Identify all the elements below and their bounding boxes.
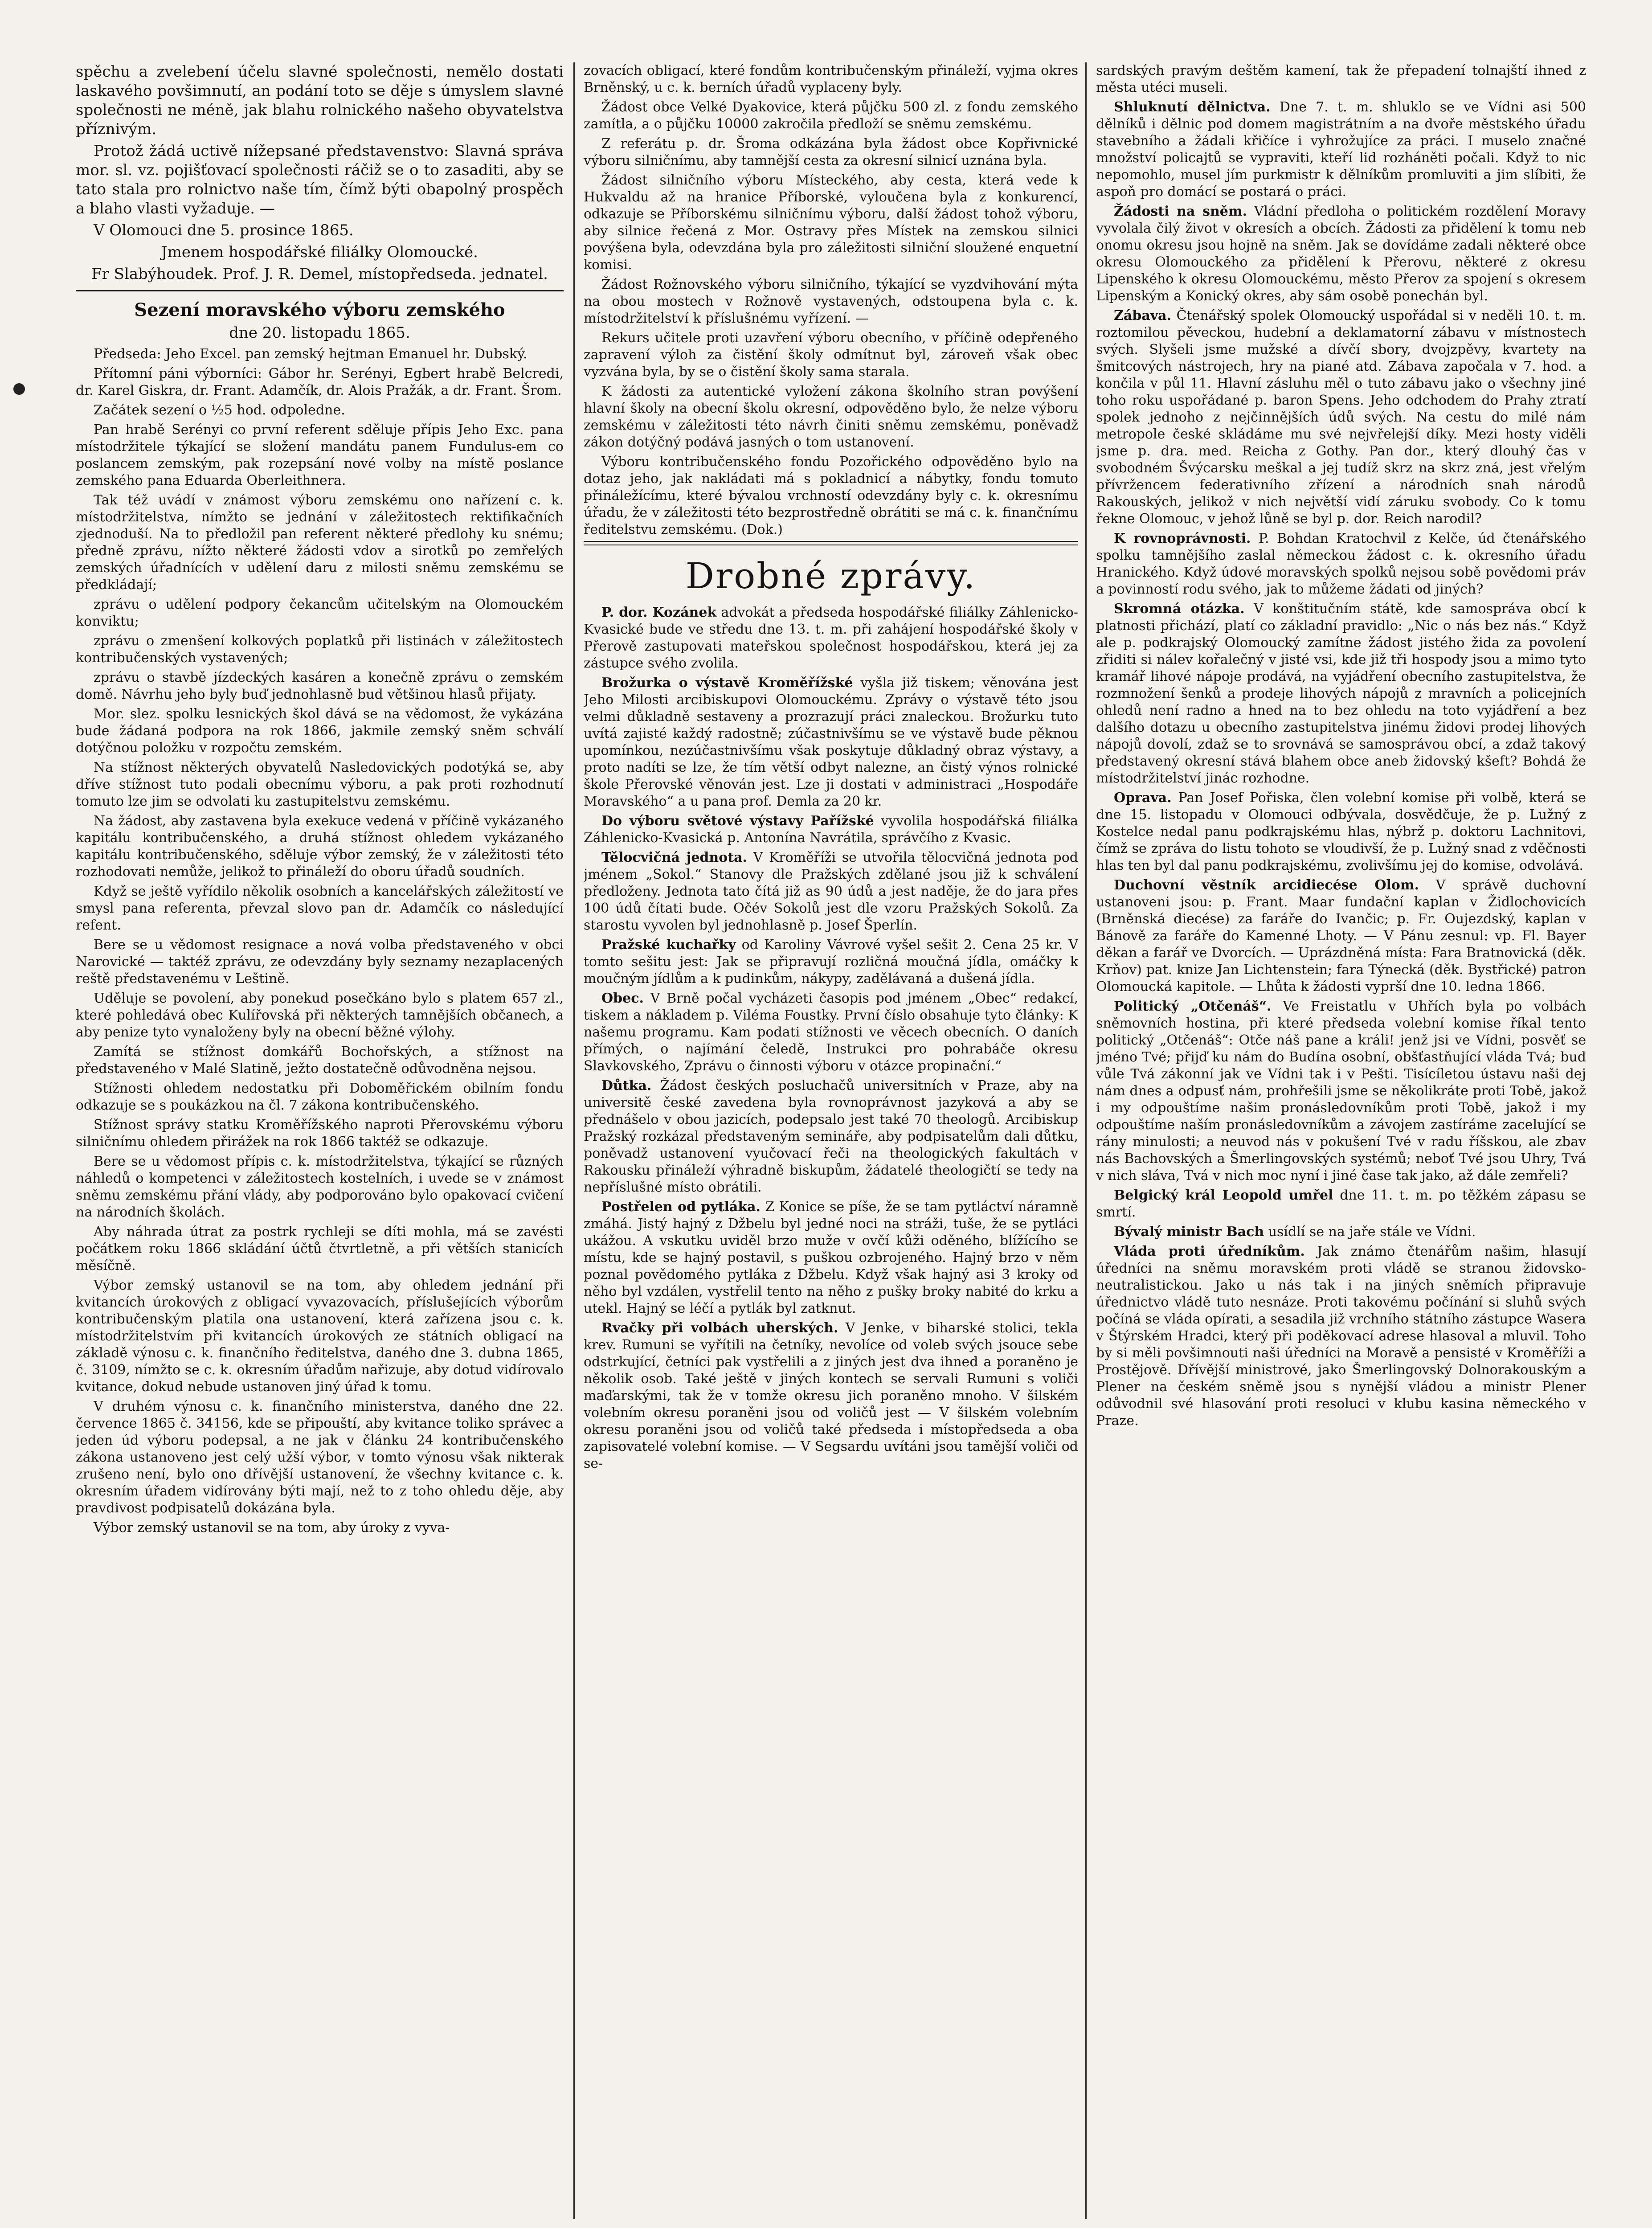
column-1 <box>76 62 564 2219</box>
news-item-text: V konštitučním státě, kde samospráva obcí k platnosti přichází, platí co základní pravidlo: „Nic o nás bez nás.“ Když ale p. podkrajský Olomoucký zamítne žádost jistého žida za povolení zřiditi si nálev kořalečný v jisté vsi, kde již tři hospody jsou a mimo tyto kramář lihové nápoje prodává, na vyjádření obecního zastupitelstva, že rozmnožení šenků a prodeje lihových nápojů z mravních a policejních ohledů není radno a hned na to bez ohledu na toto vyjádření a bez dalšího dotazu u obecního zastupitelstva jinému židovi prodej lihových nápojů dovolí, zdaž se to srovnává se samosprávou obcí, a zdaž takový představený okresní stává blahem obce aneb židovský kšeft? Bohdá že místodržitelství jinác rozhodne. <box>1096 601 1586 786</box>
paragraph: Pan hrabě Serényi co první referent sděluje přípis Jeho Exc. pana místodržitele týkající se složení mandátu panem Fundulus-em co poslancem zemským, pak rozepsání nové volby na místě poslance zemského pana Eduarda Oberleithnera. <box>76 422 564 488</box>
news-item-head: Duchovní věstník arcidiecése Olom. <box>1114 877 1419 893</box>
news-item <box>1096 99 1586 201</box>
news-item-text: V správě duchovní ustanoveni jsou: p. Frant. Maar fundační kaplan v Židlochovicích (Brněnská diecése) za faráře do Ivančic; p. Fr. Oujezdský, kaplan v Bánově za faráře do Kamenné Lhoty. — V Pánu zesnul: vp. Fl. Bayer děkan a farář ve Dvorcích. — Uprázdněná místa: Fara Bratnovická (děk. Krňov) pat. knize Jan Lichtenstein; fara Týnecká (děk. Bystřické) patron Olomoucká kapitole. — Lhůta k žádosti vyprší dne 10. ledna 1866. <box>1096 877 1586 995</box>
paragraph: zovacích obligací, které fondům kontribučenským přináleží, vyjma okres Brněnský, u c. k. berních úřadů vyplaceny byly. <box>584 63 1078 95</box>
paragraph: Přítomní páni výborníci: Gábor hr. Serényi, Egbert hrabě Belcredi, dr. Karel Giskra, dr. Frant. Adamčík, dr. Alois Pražák, a dr. Frant. Šrom. <box>76 366 564 398</box>
column-rule-right <box>1085 62 1087 2219</box>
news-item-text: Žádost českých posluchačů universitních v Praze, aby na universitě české zavedena byla rovnoprávnost jazyková a aby se přednášelo v obou jazicích, podepsalo jest také 70 theologů. Arcibiskup Pražský rozkázal představeným semináře, aby podpisatelům dali důtku, poněvadž ustanovení vyučovací řeči na theologických fakultách v Rakousku přináleží výhradně biskupům, žádatelé theologičtí se tedy na nepříslušné místo obrátili. <box>584 1078 1078 1195</box>
news-item-text: P. Bohdan Kratochvil z Kelče, úd čtenářského spolku tamnějšího zaslal německou žádost c. k. okresního úřadu Hranického. Když údové moravských spolků nejsou sobě povědomi práv a povinností rodu svého, jak to můžeme žádati od jiných? <box>1096 531 1586 597</box>
news-item <box>1096 601 1586 787</box>
paragraph: V druhém výnosu c. k. finančního ministerstva, daného dne 22. července 1865 č. 34156, kde se připouští, aby kvitance toliko správec a jeden úd výboru podepsal, a ne jak v článku 24 kontribučenského zákona ustanoveno jest celý užší výbor, v tomto výnosu však nikterak zrušeno není, bylo ono dřívější ustanovení, že všechny kvitance c. k. okresním úřadem vidírovány býti mají, než to z toho ohledu děje, aby pravdivost podpisatelů dokázána byla. <box>76 1399 564 1516</box>
news-item <box>584 813 1078 847</box>
news-item-head: Brožurka o výstavě Kroměřížské <box>601 675 853 691</box>
news-item <box>584 1199 1078 1317</box>
news-item-text: vyvolila hospodářská filiálka Záhlenicko-Kvasická p. Antonína Navrátila, správčího z Kvasic. <box>584 813 1078 846</box>
paragraph: Stížnost správy statku Kroměřížského naproti Přerovskému výboru silničnímu ohledem přirážek na rok 1866 taktéž se odkazuje. <box>76 1117 564 1150</box>
news-item-text: V Jenke, v biharské stolici, tekla krev. Rumuni se vyřítili na četníky, nevolíce od voleb svých jsouce sebe odstrkující, četníci pak vystřelili a z jiných jest dva ihned a poraněno je několik osob. Také ještě v jiných kontech se servali Rumuni s voliči maďarskými, tak že v tomže okresu jich poraněno mnoho. V šilském volebním okresu poraněni jsou od voličů jest — V šilském volebním okresu poraněni jsou od voličů také předseda i místopředseda a oba zapisovatelé volební komise. — V Segsardu uvítáni jsou tamější voliči od se- <box>584 1320 1078 1471</box>
news-item-text: od Karoliny Vávrové vyšel sešit 2. Cena 25 kr. V tomto sešitu jest: Jak se připravují rozličná moučná jídla, omáčky k moučným jídlům a k pudinkům, nákypy, zadělávaná a dušená jídla. <box>584 937 1078 987</box>
news-item-text: Jak známo čtenářům našim, hlasují úředníci na sněmu moravském proti vládě se stranou židovsko-neutralistickou. Jako u nás tak i na jiných sněmích připravuje úřednictvo vládě tuto nesnáze. Proti takovému počínání si sluhů svých počíná se vláda opírati, a sesadila již vrchního státního zástupce Wasera v Štýrském Hradci, který při poděkovací adrese hlasoval a mluvil. Toho by si měli povšimnouti naši úředníci na Moravě a pensisté v Kroměříži a Prostějově. Dřívější ministrové, jako Šmerlingovský Dolnorakouským a Plener na českém sněmě jsou s nynější vládou a ministr Plener odůvodnil své hlasování proti resoluci v klubu kasina německého v Praze. <box>1096 1244 1586 1429</box>
news-item-text: V Kroměříži se utvořila tělocvičná jednota pod jménem „Sokol.“ Stanovy dle Pražských zdělané jsou již k schválení předloženy. Jednota tato čítá již as 90 údů a jest naděje, že do jara přes 100 údů čítati bude. Očév Sokolů jest dle vzoru Pražských Sokolů. Za starostu vyvolen byl jednohlasně p. Josef Šperlín. <box>584 850 1078 933</box>
paragraph: zprávu o udělení podpory čekancům učitelským na Olomouckém konviktu; <box>76 597 564 629</box>
news-item-text: advokát a předseda hospodářské filiálky Záhlenicko-Kvasické bude ve středu dne 13. t. m. při zahájení hospodářské školy v Přerově zastupovati mateřskou společnost hospodářskou, která jej za zástupce svého zvolila. <box>584 605 1078 671</box>
paragraph: Tak též uvádí v známost výboru zemskému ono nařízení c. k. místodržitelstva, nímžto se jednání v záležitostech rektifikačních zjednoduší. Na to předložil pan referent některé předlohy ku snému; předně zprávu, nížto některé žádosti vdov a sirotků po zemřelých zemských úřadnících v udělení daru z milosti sněmu zemskému se předkládají; <box>76 492 564 593</box>
column-rule-left <box>573 62 575 2219</box>
article-title: Sezení moravského výboru zemského <box>134 299 505 320</box>
news-item-text: Z Konice se píše, že se tam pytláctví náramně zmáhá. Jistý hajný z Džbelu byl jedné noci na stráži, tuše, že se pytláci ukážou. A vskutku uviděl brzo muže v ovčí kůži oděného, blížícího se místu, kde se hajný postavil, s puškou ozbrojeného. Hajný brzo v něm poznal povědomého pytláka z Džbelu. Když však hajný asi 3 kroky od něho byl vzdálen, vystřelil tento na něho z pušky broky nabité do krku a utekl. Hajný se léčí a pytlák byl zatknut. <box>584 1199 1078 1316</box>
paragraph: Zamítá se stížnost domkářů Bochořských, a stížnost na představeného v Malé Slatině, ježto dostatečně odůvodněna nejsou. <box>76 1044 564 1077</box>
news-item <box>1096 1224 1586 1241</box>
news-item-text: Čtenářský spolek Olomoucký uspořádal si v neděli 10. t. m. roztomilou pěveckou, hudební a deklamatorní zábavu v místnostech svých. Slyšeli jsme mužské a dívčí sbory, dvojzpěvy, kvartety na šmitcových nástrojech, hry na piané atd. Zábava započala v 7. hod. a končila v půl 11. Hlavní zásluhu měl o tuto zábavu jako o všechny jiné toho roku uspořádané p. baron Spens. Jeho odchodem do Prahy ztratí spolek jednoho z nejčinnějších údů svých. Na cestu do milé nám metropole české skládáme mu své nejvřelejší díky. Mezi hosty viděli jsme p. dra. med. Reicha z Gothy. Pan dor., který dlouhý čas v svobodném Švýcarsku meškal a jej tudíž skrz na skrz zná, jest vřelým přívržencem federativního zřízení a národních snah národů Rakouských, jelikož v nich největší vidí záruku svobody. Co k tomu řekne Olomouc, v jehož lůně se byl p. dor. Reich narodil? <box>1096 308 1586 527</box>
news-item <box>1096 877 1586 995</box>
section-divider <box>584 541 1078 542</box>
news-item-head: K rovnoprávnosti. <box>1114 531 1251 546</box>
news-item-head: Shluknutí dělnictva. <box>1114 99 1271 115</box>
paragraph: Výboru kontribučenského fondu Pozořického odpověděno bylo na dotaz jeho, jak nakládati má s pokladnicí a nábytky, fondu tomuto přináležícímu, které bývalou vrchností odevzdány byly c. k. okresnímu úřadu, že v záležitosti této bezprostředně obrátiti se má c. k. finančnímu ředitelstvu zemskému. (Dok.) <box>584 454 1078 537</box>
paragraph: Žádost obce Velké Dyakovice, která půjčku 500 zl. z fondu zemského zamítla, a o půjčku 10000 zakročila předloží se sněmu zemskému. <box>584 99 1078 132</box>
news-item-text: vyšla již tiskem; věnována jest Jeho Milosti arcibiskupovi Olomouckému. Zprávy o výstavě této jsou velmi důkladně sestaveny a prozrazují práci znaleckou. Brožurku tuto uvítá zajisté každý radostně; zúčastnivšímu se ve výstavě bude pěknou upomínkou, nezúčastnivšímu však poskytuje důkladný obraz výstavy, a proto nadíti se lze, že tím větší odbyt nalezne, an čistý výnos rolnické škole Přerovské věnován jest. Lze ji dostati v administraci „Hospodáře Moravského“ a u pana prof. Demla za 20 kr. <box>584 675 1078 809</box>
news-item-head: Politický „Otčenáš“. <box>1114 999 1272 1014</box>
paragraph: Předseda: Jeho Excel. pan zemský hejtman Emanuel hr. Dubský. <box>94 346 527 362</box>
news-item-head: Žádosti na sněm. <box>1114 204 1247 219</box>
news-item-head: Oprava. <box>1114 790 1172 806</box>
paragraph: Stížnosti ohledem nedostatku při Doboměřickém obilním fondu odkazuje se s poukázkou na čl. 7 zákona kontribučenského. <box>76 1081 564 1113</box>
paragraph: Na stížnost některých obyvatelů Nasledovických podotýká se, aby dříve stížnost tuto podali obecnímu výboru, a pak proti rozhodnutí tomuto lze jim se odvolati ku zastupitelstvu zemskému. <box>76 760 564 809</box>
paragraph: Začátek sezení o ½5 hod. odpoledne. <box>94 402 345 418</box>
paragraph: zprávu o stavbě jízdeckých kasáren a konečně zprávu o zemském domě. Návrhu jeho byly buď jednohlasně bud většinou hlasů přijaty. <box>76 670 564 702</box>
column-3 <box>1096 62 1586 2219</box>
paragraph: zprávu o zmenšení kolkových poplatků při listinách v záležitostech kontribučenských vystavených; <box>76 633 564 666</box>
news-item-head: Postřelen od pytláka. <box>601 1199 761 1215</box>
news-item <box>1096 203 1586 305</box>
dateline: V Olomouci dne 5. prosince 1865. <box>94 221 354 239</box>
news-item <box>584 1077 1078 1196</box>
signature-heading: Jmenem hospodářské filiálky Olomoucké. <box>161 243 478 261</box>
article-date: dne 20. listopadu 1865. <box>229 324 410 342</box>
news-item-head: Vláda proti úředníkům. <box>1114 1244 1305 1259</box>
news-item-text: dne 11. t. m. po těžkém zápasu se smrtí. <box>1096 1188 1586 1220</box>
paragraph: sardských pravým deštěm kamení, tak že přepadení tolnajští ihned z města utéci museli. <box>1096 63 1586 95</box>
news-item <box>1096 1243 1586 1429</box>
news-item-head: Do výboru světové výstavy Pařížské <box>601 813 874 829</box>
news-item-head: Bývalý ministr Bach <box>1114 1224 1264 1240</box>
news-item-head: Belgický král Leopold umřel <box>1114 1188 1333 1203</box>
paragraph: Výbor zemský ustanovil se na tom, aby ohledem jednání při kvitancích úrokových z obligací vyvazovacích, příslušejících výborům kontribučenským platila ona ustanovení, která zařízena jsou c. k. místodržitelstvím při kvitancích úrokových ze státních obligací na základě výnosu c. k. finančního ředitelstva, daného dne 3. dubna 1865, č. 3109, nímžto se c. k. okresním úřadům nařizuje, aby dotud vidírovalo kvitance, dokud nebude ustanoven jiný úřad k tomu. <box>76 1278 564 1395</box>
column-2 <box>584 62 1078 2219</box>
news-item <box>1096 790 1586 874</box>
paragraph: Výbor zemský ustanovil se na tom, aby úroky z vyva- <box>94 1520 450 1536</box>
news-item <box>584 849 1078 934</box>
paragraph: Žádost Rožnovského výboru silničního, týkající se vyzdvihování mýta na obou mostech v Rožnově vystavených, odstoupena byla c. k. místodržitelství k příslušnému vyřízení. — <box>584 277 1078 326</box>
paragraph: Rekurs učitele proti uzavření výboru obecního, v příčině odepřeného zapravení výloh za čistění školy odmítnut byl, zároveň však obec vyzvána byla, by se o čistění školy sama starala. <box>584 330 1078 380</box>
news-item-text: Pan Josef Pořiska, člen volební komise při volbě, která se dne 15. listopadu v Olomouci odbývala, dosvědčuje, že p. Lužný z Kostelce nedal panu podkrajskému hlas, nýbrž p. doktoru Lachnitovi, čímž se zpráva do listu tohoto se vloudivší, že p. Lužný snad z vděčnosti hlas ten byl dal panu podkrajskému, zvolivšímu jej do komise, odvolává. <box>1096 790 1586 873</box>
news-item-text: Ve Freistatlu v Uhřích byla po volbách sněmovních hostina, při které předseda volební komise říkal tento politický „Otčenáš“: Otče náš pane a králi! jenž jsi ve Vídni, posvěť se jméno Tvé; přijď ku nám do Budína osobní, obšťastňující vláda Tvá; buď vůle Tvá zákonní jak ve Vídni tak i v Pešti. Tisícíletou ústavu naši dej nám dnes a odpusť nám, prohřešili jsme se několikráte proti Tobě, jakož i my odpouštíme našim pronásledovníkům proti Tobě, jakož i my odpouštíme naším pronásledovníkům a závojem zastíráme zacelující se rány minulosti; a neuvod nás v pokušení Tvé v radu říšskou, ale zbav nás Bachovských a Šmerlingovských systémů; neboť Tvé jsou Uhry, Tvá v nich sláva, Tvá v nich moc nyní i jiné čase tak jako, až dále zemřeli? <box>1096 999 1586 1184</box>
paragraph: Když se ještě vyřídilo několik osobních a kancelářských záležitostí ve smysl pana referenta, převzal slovo pan dr. Adamčík co následující refent. <box>76 884 564 933</box>
news-item-text: V Brně počal vycházeti časopis pod jménem „Obec“ redakcí, tiskem a nákladem p. Viléma Foustky. První číslo obsahuje tyto články: K našemu programu. Kam podati stížnosti ve věcech obecních. O daních přímých, o najímání čeledě, Instrukci pro pohrabáče okresu Slavkovského, Zprávu o činnosti výboru v otázce propinační.“ <box>584 991 1078 1074</box>
news-item-head: Obec. <box>601 991 644 1006</box>
section-title: Drobné zprávy. <box>685 555 977 597</box>
news-item <box>1096 1187 1586 1221</box>
paragraph: K žádosti za autentické vyložení zákona školního stran povýšení hlavní školy na obecní školu okresní, odpověděno bylo, že nelze výboru zemskému v záležitosti této návrh činiti sněmu zemskému, poněvadž zákon dotýčný podává jasných o tom ustanovení. <box>584 384 1078 450</box>
paragraph: Na žádost, aby zastavena byla exekuce vedená v příčině vykázaného kapitálu kontribučenského, a druhá stížnost ohledem vykázaného kapitálu kontribučenského, sděluje výbor zemský, že v záležitosti této rozhodovati nemůže, jelikož to přináleží do oboru úřadů soudních. <box>76 813 564 880</box>
news-item-text: Vládní předloha o politickém rozdělení Moravy vyvolala čilý život v okresích a obcích. Žádosti za přidělení k tomu neb onomu okresu jsou hojně na sněm. Jak se dovídáme zadali některé obce okresu Olomouckého za přidělení k Přerovu, některé z okresu Lipenského k okresu Olomouckému, město Přerov za spojení s okresem Lipenským a Konický okres, aby sám osobě ponechán byl. <box>1096 204 1586 304</box>
news-item-text: usídlí se na jaře stále ve Vídni. <box>1264 1224 1476 1240</box>
news-item <box>1096 530 1586 598</box>
news-item-head: Tělocvičná jednota. <box>601 850 747 865</box>
paragraph: Aby náhrada útrat za postrk rychleji se díti mohla, má se zavésti počátkem roku 1866 skládání účtů čtvrtletně, a při větších stanicích měsíčně. <box>76 1224 564 1274</box>
news-item-head: Skromná otázka. <box>1114 601 1245 617</box>
paragraph: Z referátu p. dr. Šroma odkázána byla žádost obce Kopřivnické výboru silničnímu, aby tamnější cesta za okresní silnicí uznána byla. <box>584 136 1078 168</box>
news-item-head: Rvačky při volbách uherských. <box>601 1320 838 1336</box>
news-item <box>584 937 1078 987</box>
news-item-head: Pražské kuchařky <box>601 937 736 953</box>
paragraph: Mor. slez. spolku lesnických škol dává se na vědomost, že vykázána bude žádaná podpora na rok 1866, jakmile zemský sněm schválí dotýčnou položku v rozpočtu zemském. <box>76 706 564 756</box>
paragraph: Bere se u vědomost resignace a nová volba představeného v obci Narovické — taktéž zprávu, ze odevzdány byly seznamy nezaplacených reště představenému v Leštině. <box>76 937 564 987</box>
paragraph: Protož žádá uctivě nížepsané představenstvo: Slavná správa mor. sl. vz. pojišťovací společnosti ráčiž se o to zasaditi, aby se tato stala pro rolnictvo naše tím, čímž býti obapolný prospěch a blaho vlasti vyžaduje. — <box>76 142 564 217</box>
signature: Fr Slabýhoudek. Prof. J. R. Demel, místopředseda. jednatel. <box>91 265 548 283</box>
news-item-head: Zábava. <box>1114 308 1172 324</box>
news-item-head: Důtka. <box>601 1078 652 1094</box>
news-item <box>584 990 1078 1075</box>
news-item-head: P. dor. Kozánek <box>601 605 717 620</box>
news-item <box>584 604 1078 672</box>
section-divider <box>76 290 564 291</box>
news-item-text: Dne 7. t. m. shluklo se ve Vídni asi 500 dělníků i dělnic pod domem magistrátním a na dvoře městského úřadu stavebního a žádali křičíce i vyhrožujíce za práci. I muselo značné množství policajtů se vypraviti, kteří lid rozháněti počali. Když to nic nepomohlo, musel jím purkmistr k dělníkům promluviti a jim slíbiti, že aspoň pro domácí se postará o práci. <box>1096 99 1586 200</box>
paragraph: Uděluje se povolení, aby ponekud posečkáno bylo s platem 657 zl., které pohledává obec Kulířovská při některých tamnějších občanech, a aby penize tyto vynaloženy byly na obecní běžné výlohy. <box>76 991 564 1040</box>
page-hole-mark <box>13 383 25 395</box>
news-item <box>1096 998 1586 1184</box>
news-item <box>1096 307 1586 528</box>
news-item <box>584 675 1078 810</box>
paragraph: spěchu a zvelebení účelu slavné společnosti, nemělo dostati laskavého povšimnutí, an podání toto se děje s úmyslem slavné společnosti ne méně, jak blahu rolnického našeho obyvatelstva příznivým. <box>76 63 564 138</box>
paragraph: Žádost silničního výboru Místeckého, aby cesta, která vede k Hukvaldu až na hranice Příborské, vyloučena byla z konkurencí, odkazuje se Příborskému silničnímu výboru, další žádost tohož výboru, aby silnice řečená z Mor. Ostravy přes Místek na zemskou silnici povýšena byla, odevzdána byla pro záležitosti silniční sloužené enquetní komisi. <box>584 172 1078 273</box>
news-item <box>584 1320 1078 1472</box>
paragraph: Bere se u vědomost přípis c. k. místodržitelstva, týkající se různých náhledů o kompetenci v záležitostech kostelních, i uvede se v známost sněmu zemskému přání vlády, aby podporováno bylo opakovací cvičení na národních školách. <box>76 1154 564 1220</box>
